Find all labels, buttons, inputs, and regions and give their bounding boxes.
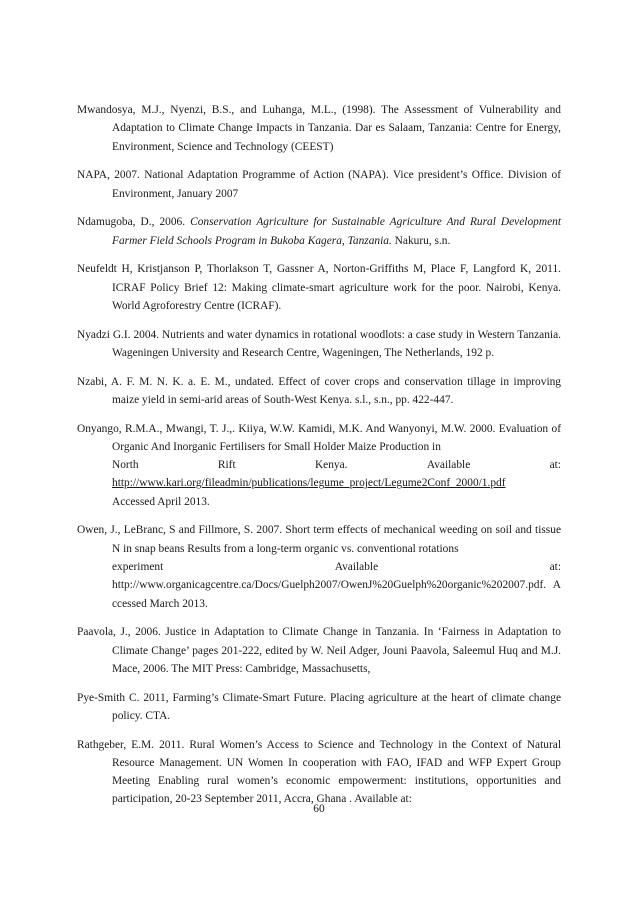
- reference-entry: [77, 213, 561, 250]
- word: at:: [549, 560, 561, 573]
- reference-text: Nakuru, s.n.: [391, 234, 451, 247]
- reference-entry: [77, 521, 561, 612]
- word: Available: [426, 459, 471, 472]
- reference-entry: [77, 101, 561, 156]
- reference-entry: [77, 736, 561, 809]
- reference-entry: [77, 373, 561, 410]
- justified-line: [112, 558, 561, 576]
- reference-text: Rathgeber, E.M. 2011. Rural Women’s Access to Science and Technology in the Context of Natural Resource Management. UN Women In cooperation with FAO, IFAD and WFP Expert Group Meeting Enabling rural women’s economic empowerment: institutions, opportunities and participation, 20-23 September 2011, Accra, Ghana . Available at:: [77, 738, 561, 806]
- reference-url-text: http://www.organicagcentre.ca/Docs/Guelph2007/OwenJ%20Guelph%20organic%202007.pdf. Accessed March 2013.: [112, 579, 561, 610]
- reference-title-italic: Conservation Agriculture for Sustainable Agriculture And Rural Development Farmer Field Schools Program in Bukoba Kagera, Tanzania.: [112, 216, 561, 247]
- page-number: 60: [313, 803, 325, 815]
- reference-entry: [77, 623, 561, 678]
- reference-text: Mwandosya, M.J., Nyenzi, B.S., and Luhanga, M.L., (1998). The Assessment of Vulnerability and Adaptation to Climate Change Impacts in Tanzania. Dar es Salaam, Tanzania: Centre for Energy, Environment, Science and Technology (CEEST): [77, 104, 561, 153]
- reference-entry: [77, 260, 561, 315]
- word: Available: [334, 560, 379, 573]
- word: Rift: [217, 459, 236, 472]
- reference-list: [77, 101, 561, 819]
- word: Kenya.: [314, 459, 348, 472]
- reference-entry: [77, 326, 561, 363]
- word: at:: [549, 459, 561, 472]
- reference-text: Ndamugoba, D., 2006.: [77, 216, 191, 229]
- reference-text: Nzabi, A. F. M. N. K. a. E. M., undated. Effect of cover crops and conservation tillage in improving maize yield in semi-arid areas of South-West Kenya. s.l., s.n., pp. 422-447.: [77, 375, 561, 406]
- reference-text: Nyadzi G.I. 2004. Nutrients and water dynamics in rotational woodlots: a case study in Western Tanzania. Wageningen University and Research Centre, Wageningen, The Netherlands, 192 p.: [77, 328, 561, 359]
- word: experiment: [112, 560, 164, 573]
- reference-text: Onyango, R.M.A., Mwangi, T. J.,. Kiiya, W.W. Kamidi, M.K. And Wanyonyi, M.W. 2000. Evaluation of Organic And Inorganic Fertilisers for Small Holder Maize Production in: [77, 422, 561, 453]
- reference-text: Owen, J., LeBranc, S and Fillmore, S. 2007. Short term effects of mechanical weeding on soil and tissue N in snap beans Results from a long-term organic vs. conventional rotations: [77, 524, 561, 555]
- reference-entry: [77, 420, 561, 511]
- justified-line: [112, 456, 561, 474]
- reference-entry: [77, 689, 561, 726]
- reference-access-date: Accessed April 2013.: [112, 495, 210, 508]
- word: North: [112, 459, 139, 472]
- reference-text: Pye-Smith C. 2011, Farming’s Climate-Smart Future. Placing agriculture at the heart of climate change policy. CTA.: [77, 691, 561, 722]
- reference-url-link[interactable]: http://www.kari.org/fileadmin/publications/legume_project/Legume2Conf_2000/1.pdf: [112, 477, 506, 490]
- reference-entry: [77, 166, 561, 203]
- reference-text: Paavola, J., 2006. Justice in Adaptation to Climate Change in Tanzania. In ‘Fairness in Adaptation to Climate Change’ pages 201-222, edited by W. Neil Adger, Jouni Paavola, Saleemul Huq and M.J. Mace, 2006. The MIT Press: Cambridge, Massachusetts,: [77, 626, 561, 675]
- reference-text: NAPA, 2007. National Adaptation Programme of Action (NAPA). Vice president’s Office. Division of Environment, January 2007: [77, 169, 561, 200]
- reference-text: Neufeldt H, Kristjanson P, Thorlakson T, Gassner A, Norton-Griffiths M, Place F, Langford K, 2011. ICRAF Policy Brief 12: Making climate-smart agriculture work for the poor. Nairobi, Kenya. World Agroforestry Centre (ICRAF).: [77, 263, 561, 312]
